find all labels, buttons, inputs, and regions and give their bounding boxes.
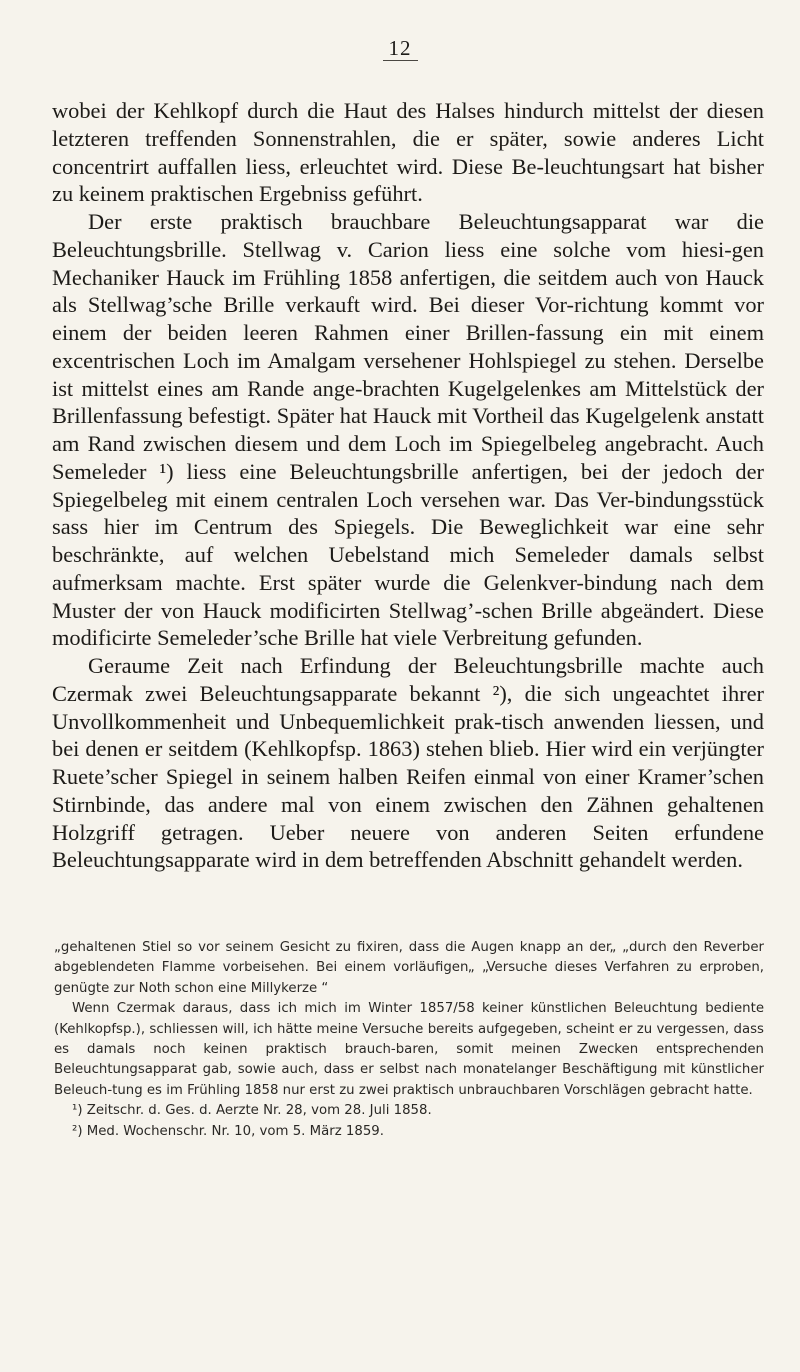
main-text bbox=[52, 97, 764, 874]
footnotes bbox=[54, 938, 764, 1142]
footnote-2: ²) Med. Wochenschr. Nr. 10, vom 5. März 1859. bbox=[72, 1123, 384, 1139]
paragraph-1: wobei der Kehlkopf durch die Haut des Halses hindurch mittelst der diesen letzteren treffenden Sonnenstrahlen, die er später, sowie anderes Licht concentrirt auffallen liess, erleuchtet wird. Diese Be-leuchtungsart hat bisher zu keinem praktischen Ergebniss geführt. bbox=[52, 98, 764, 207]
paragraph-3: Geraume Zeit nach Erfindung der Beleuchtungsbrille machte auch Czermak zwei Beleuchtungsapparate bekannt ²), die sich ungeachtet ihrer Unvollkommenheit und Unbequemlichkeit prak-tisch anwenden liessen, und bei denen er seitdem (Kehlkopfsp. 1863) stehen blieb. Hier wird ein verjüngter Ruete’scher Spiegel in seinem halben Reifen einmal von einer Kramer’schen Stirnbinde, das andere mal von einem zwischen den Zähnen gehaltenen Holzgriff getragen. Ueber neuere von anderen Seiten erfundene Beleuchtungsapparate wird in dem betreffenden Abschnitt gehandelt werden. bbox=[52, 653, 764, 873]
footnote-quote: „gehaltenen Stiel so vor seinem Gesicht zu fixiren, dass die Augen knapp an der„ „durch den Reverber abgeblendeten Flamme vorbeisehen. Bei einem vorläufigen„ „Versuche dieses Verfahren zu erproben, genügte zur Noth schon eine Millykerze “ bbox=[54, 940, 764, 996]
footnote-text: Wenn Czermak daraus, dass ich mich im Winter 1857/58 keiner künstlichen Beleuchtung bediente (Kehlkopfsp.), schliessen will, ich hätte meine Versuche bereits aufgegeben, scheint er zu vergessen, dass es damals noch keinen praktisch brauch-baren, somit meinen Zwecken entsprechenden Beleuchtungsapparat gab, sowie auch, dass er selbst nach monatelanger Beschäftigung mit künstlicher Beleuch-tung es im Frühling 1858 nur erst zu zwei praktisch unbrauchbaren Vorschlägen gebracht hatte. bbox=[54, 1001, 764, 1098]
paragraph-2: Der erste praktisch brauchbare Beleuchtungsapparat war die Beleuchtungsbrille. Stellwag v. Carion liess eine solche vom hiesi-gen Mechaniker Hauck im Frühling 1858 anfertigen, die seitdem auch von Hauck als Stellwag’sche Brille verkauft wird. Bei dieser Vor-richtung kommt vor einem der beiden leeren Rahmen einer Brillen-fassung ein mit einem excentrischen Loch im Amalgam versehener Hohlspiegel zu stehen. Derselbe ist mittelst eines am Rande ange-brachten Kugelgelenkes am Mittelstück der Brillenfassung befestigt. Später hat Hauck mit Vortheil das Kugelgelenk anstatt am Rand zwischen diesem und dem Loch im Spiegelbeleg angebracht. Auch Semeleder ¹) liess eine Beleuchtungsbrille anfertigen, bei der jedoch der Spiegelbeleg mit einem centralen Loch versehen war. Das Ver-bindungsstück sass hier im Centrum des Spiegels. Die Beweglichkeit war eine sehr beschränkte, auf welchen Uebelstand mich Semeleder damals selbst aufmerksam machte. Erst später wurde die Gelenkver-bindung nach dem Muster der von Hauck modificirten Stellwag’-schen Brille abgeändert. Diese modificirte Semeleder’sche Brille hat viele Verbreitung gefunden. bbox=[52, 209, 764, 651]
page-number: 12 bbox=[0, 36, 800, 61]
footnote-1: ¹) Zeitschr. d. Ges. d. Aerzte Nr. 28, vom 28. Juli 1858. bbox=[72, 1103, 432, 1119]
